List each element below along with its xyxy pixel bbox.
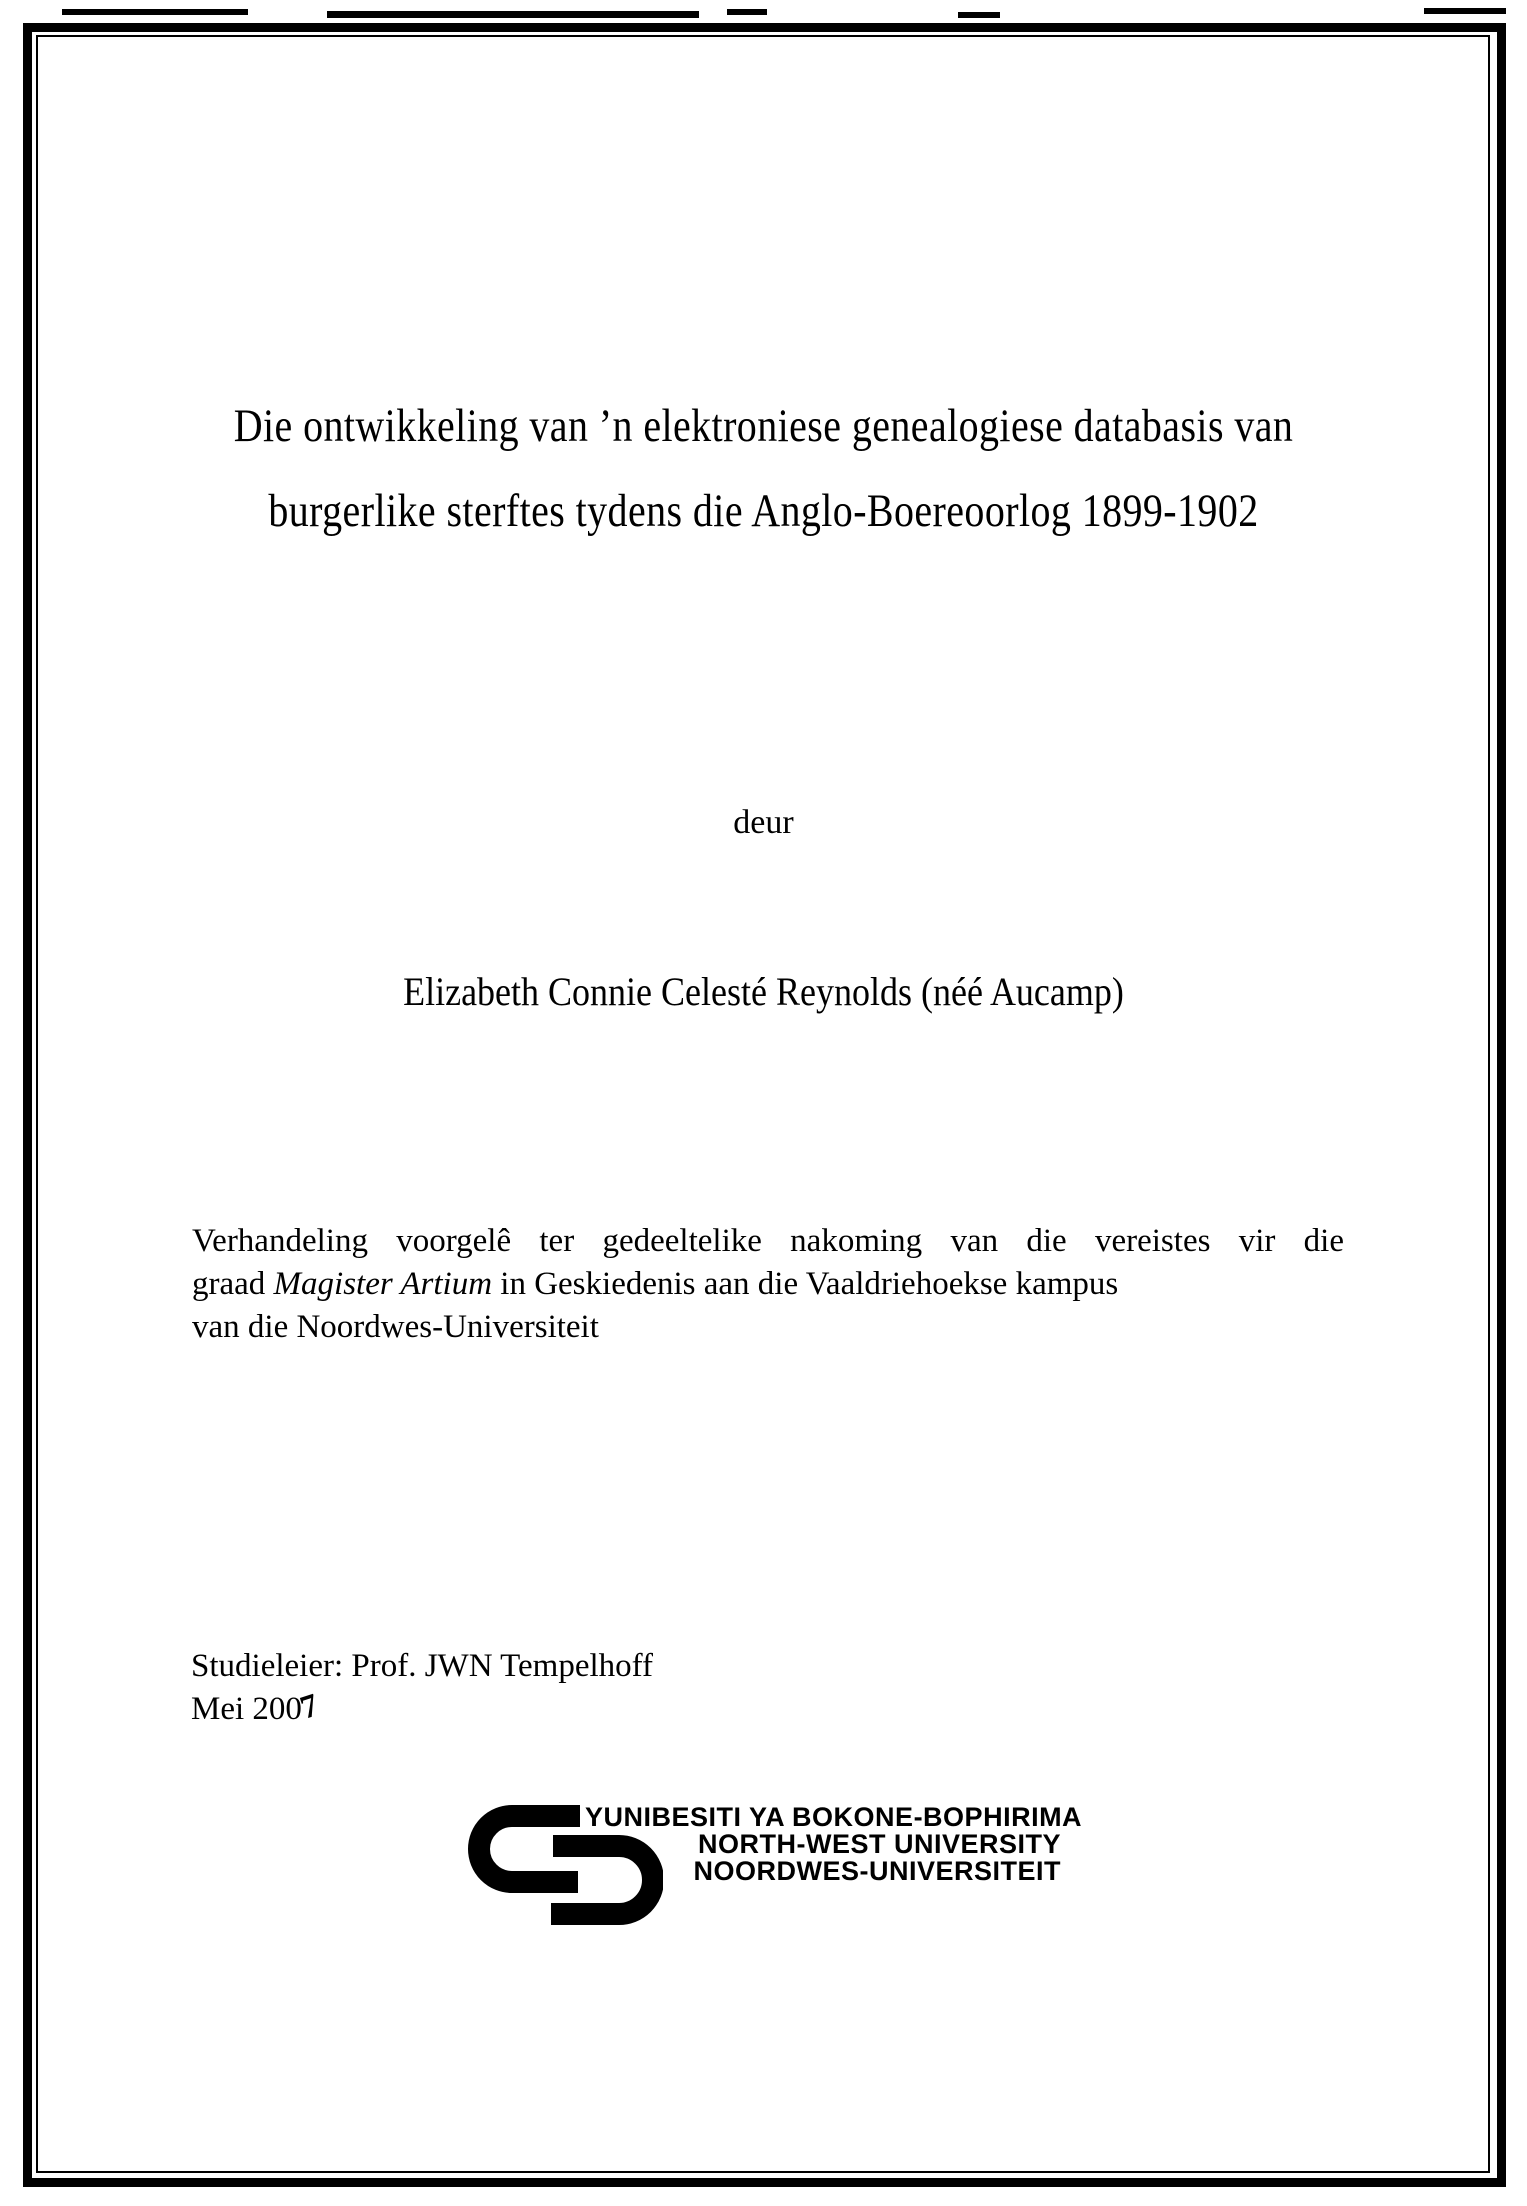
thesis-title-line1: Die ontwikkeling van ’n elektroniese genealogiese databasis van: [233, 400, 1294, 452]
nwu-logo-wordmark: [585, 1802, 1083, 1886]
degree-statement-line3: van die Noordwes-Universiteit: [192, 1309, 599, 1345]
byline-deur: deur: [733, 804, 794, 841]
date-prefix: Mei 200: [191, 1691, 302, 1727]
author-name: Elizabeth Connie Celesté Reynolds (néé Aucamp): [403, 969, 1124, 1014]
nwu-logo-line2: NORTH-WEST UNIVERSITY: [697, 1829, 1061, 1859]
nwu-logo-line1: YUNIBESITI YA BOKONE-BOPHIRIMA: [585, 1802, 1083, 1832]
scan-artifact-dash: [958, 12, 1000, 18]
degree-statement-line2-post: in Geskiedenis aan die Vaaldriehoekse kampus: [492, 1266, 1119, 1302]
nwu-logo-line3: NOORDWES-UNIVERSITEIT: [693, 1856, 1061, 1886]
supervisor-block: [191, 1645, 653, 1731]
scan-artifact-dash: [1424, 8, 1506, 14]
scan-artifact-dash: [62, 9, 248, 15]
degree-name-italic: Magister Artium: [273, 1266, 493, 1302]
scan-artifact-dash: [727, 9, 767, 15]
degree-statement-line2-pre: graad: [192, 1266, 274, 1302]
degree-statement: [192, 1220, 1344, 1349]
supervisor-line: Studieleier: Prof. JWN Tempelhoff: [191, 1648, 654, 1684]
degree-statement-line1: Verhandeling voorgelê ter gedeeltelike nakoming van die vereistes vir die: [192, 1223, 1344, 1259]
date-line: [191, 1688, 653, 1731]
thesis-title: [115, 384, 1413, 554]
scan-artifact-dash: [327, 11, 699, 18]
degree-statement-line2: [192, 1263, 1344, 1306]
thesis-title-line2: burgerlike sterftes tydens die Anglo-Boereoorlog 1899-1902: [268, 485, 1259, 537]
nwu-logo: [468, 1802, 1083, 1948]
date-last-digit: 7: [295, 1687, 323, 1727]
